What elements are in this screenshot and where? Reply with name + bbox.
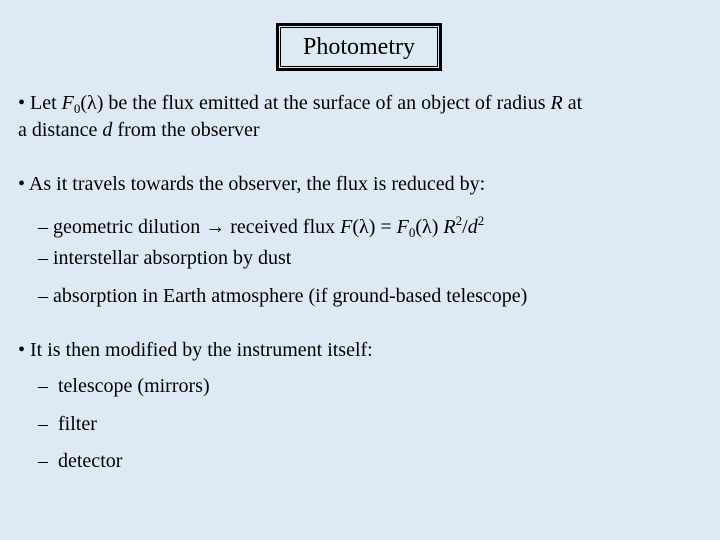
formula-F0: F [396,216,409,238]
atmosphere-text: absorption in Earth atmosphere (if ground-based telescope) [53,285,528,307]
formula-slash: / [462,216,468,238]
bullet1-marker: • [18,92,26,114]
slide-title: Photometry [303,33,415,60]
bullet1-lambda: (λ) [80,92,104,114]
bullet3-item-filter [38,411,97,437]
formula-sup2a: 2 [455,213,463,228]
formula-R: R [443,216,456,238]
geometric-text: geometric dilution → received flux [53,216,336,238]
bullet1-line2-a: a distance [18,119,98,141]
bullet1-symbol-R: R [550,92,563,114]
bullet1-line2-b: from the observer [117,119,260,141]
detector-text: detector [58,450,123,472]
filter-text: filter [58,413,97,435]
formula-F: F [340,216,353,238]
bullet2-item-geometric [38,208,484,246]
formula-lambda2: (λ) [415,216,439,238]
bullet3-item-detector [38,448,122,474]
bullet2-item-interstellar [38,245,291,271]
bullet3-text: It is then modified by the instrument itself: [30,339,373,361]
bullet2-item-atmosphere [38,283,527,309]
bullet1-line2 [18,117,260,143]
dash: – [38,216,48,238]
bullet2-marker: • [18,173,26,195]
bullet1-symbol-d: d [102,119,113,141]
bullet2-line [18,171,485,197]
interstellar-text: interstellar absorption by dust [53,247,292,269]
dash: – [38,247,48,269]
dash: – [38,413,48,435]
dash: – [38,375,48,397]
bullet3-marker: • [18,339,26,361]
bullet1-at: at [567,92,583,114]
dash: – [38,450,48,472]
formula-sup2b: 2 [477,213,485,228]
telescope-text: telescope (mirrors) [58,375,210,397]
bullet1-text-rest: be the flux emitted at the surface of an object of radius [108,92,546,114]
bullet2-text: As it travels towards the observer, the flux is reduced by: [28,173,486,195]
bullet1-sub-0: 0 [73,101,81,116]
formula-d: d [467,216,478,238]
formula-sub0: 0 [408,225,416,240]
slide-title-box [276,23,442,71]
dash: – [38,285,48,307]
bullet1-let: Let [30,92,57,114]
formula-lambda1: (λ) = [352,216,392,238]
bullet3-item-telescope [38,373,210,399]
bullet3-line [18,337,373,363]
bullet1-symbol-F: F [61,92,74,114]
